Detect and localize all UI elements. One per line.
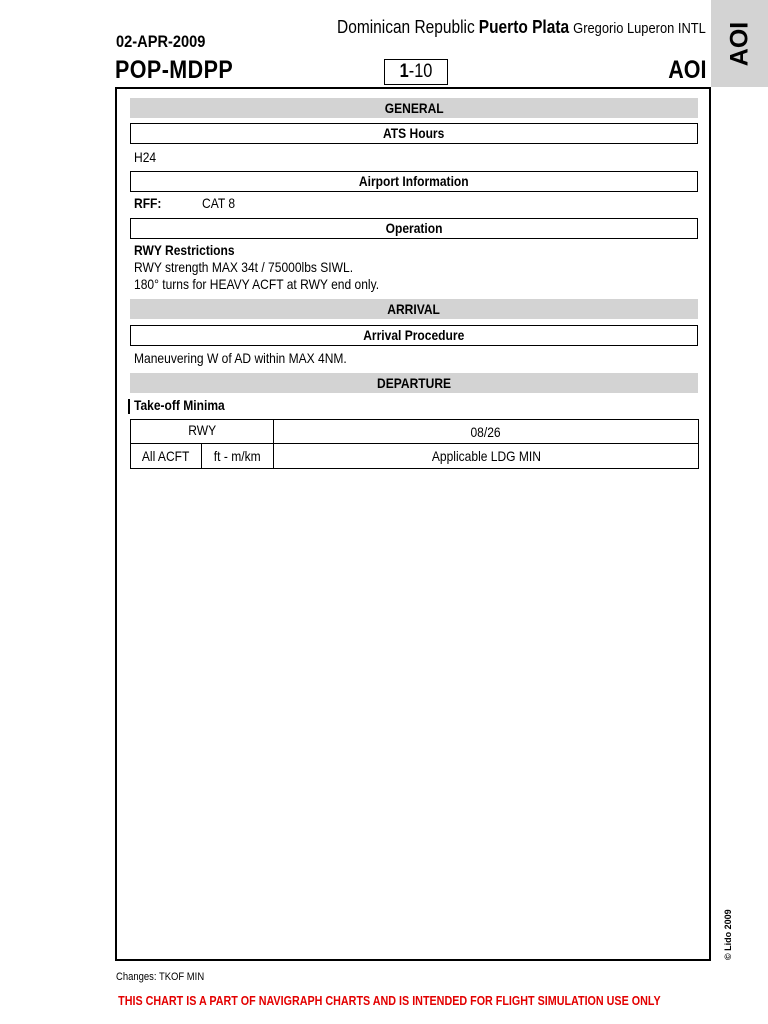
ats-hours-value: H24 [134,149,157,165]
table-cell-rwy-label: RWY [131,420,274,444]
table-cell-minima-value: Applicable LDG MIN [431,448,541,464]
arrival-procedure-heading: Arrival Procedure [130,325,698,346]
simulation-disclaimer: THIS CHART IS A PART OF NAVIGRAPH CHARTS AND IS INTENDED FOR FLIGHT SIMULATION USE ONLY [117,994,661,1008]
takeoff-minima-title: Take-off Minima [134,397,225,413]
changes-note: Changes: TKOF MIN [116,971,205,983]
table-cell-units-label: ft - m/km [202,444,274,468]
table-cell-rwy-value: 08/26 [274,420,698,444]
table-cell-acft-label: All ACFT [131,444,202,468]
rff-label: RFF: [134,195,162,211]
airport-location-header [277,16,706,40]
operation-heading: Operation [130,218,698,239]
side-tab-label: AOI [725,21,753,66]
city-name: Puerto Plata [478,17,570,37]
rwy-restrictions-title: RWY Restrictions [134,242,235,258]
section-general-heading: GENERAL [130,98,698,118]
chart-date: 02-APR-2009 [116,32,206,51]
section-departure-heading: DEPARTURE [130,373,698,393]
page-number-minor: -10 [408,61,433,82]
page-number-box [384,59,448,85]
airport-name: Gregorio Luperon INTL [573,20,706,37]
airport-information-heading: Airport Information [130,171,698,192]
rwy-restriction-line: RWY strength MAX 34t / 75000lbs SIWL. [134,259,354,275]
side-tab[interactable] [711,0,768,87]
change-bar [128,399,130,414]
rwy-restriction-line: 180° turns for HEAVY ACFT at RWY end only. [134,276,380,292]
country-name: Dominican Republic [337,17,475,37]
rff-value: CAT 8 [202,195,236,211]
chart-code: AOI [667,56,706,84]
chart-frame [115,87,711,961]
takeoff-minima-table [130,419,699,469]
page-number-major: 1 [399,61,409,82]
airport-ident: POP-MDPP [115,56,234,84]
ats-hours-heading: ATS Hours [130,123,698,144]
section-arrival-heading: ARRIVAL [130,299,698,319]
copyright-notice: © Lido 2009 [723,909,733,960]
arrival-procedure-text: Maneuvering W of AD within MAX 4NM. [134,350,347,366]
